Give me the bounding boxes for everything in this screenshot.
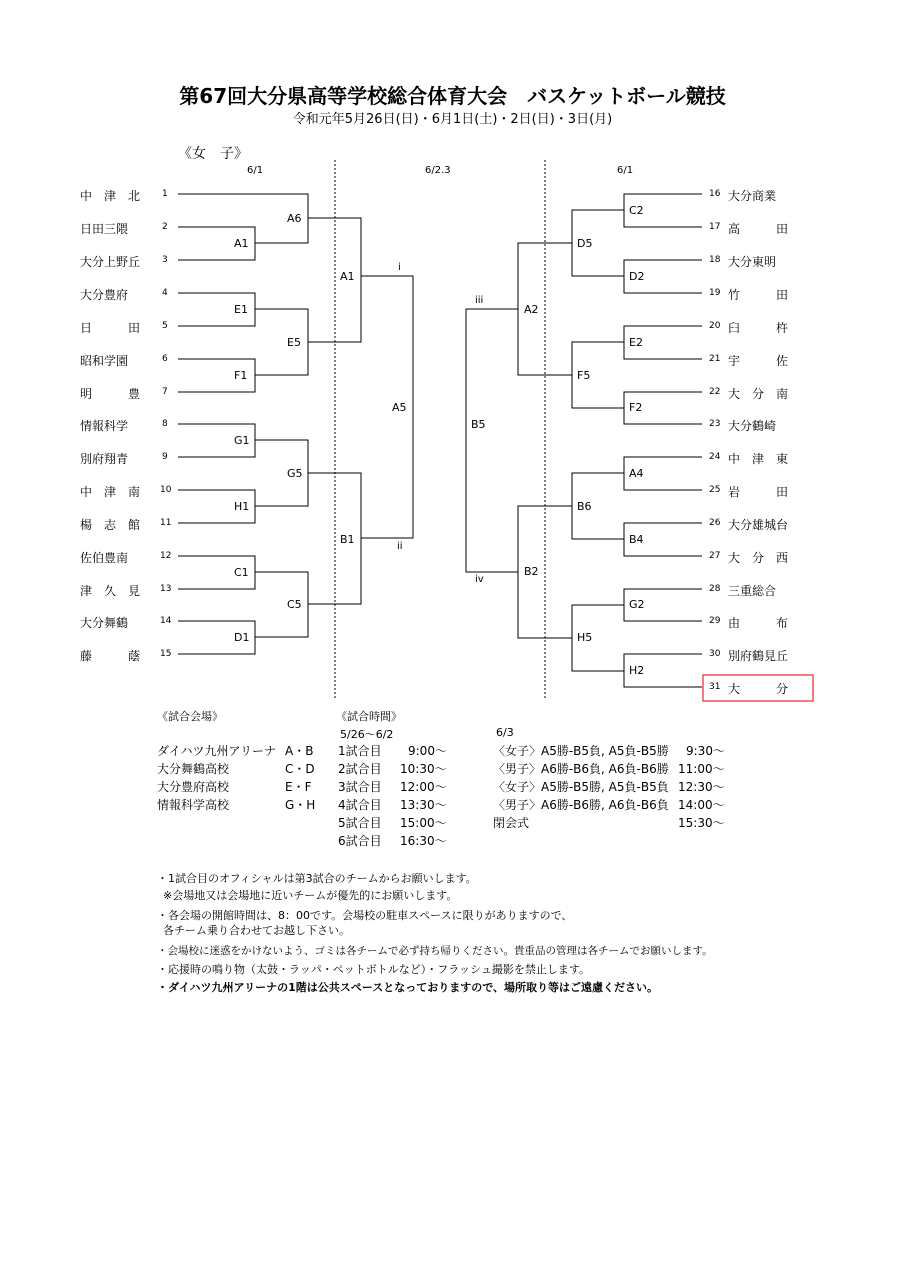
team-number: 20 — [709, 321, 721, 331]
team-name: 日田三隈 — [80, 222, 129, 236]
match-node: A6 — [287, 212, 302, 225]
team-number: 21 — [709, 354, 721, 364]
team-number: 11 — [160, 518, 172, 528]
team-number: 25 — [709, 485, 721, 495]
match-node: B6 — [577, 500, 592, 513]
day3-match: 〈男子〉A6勝-B6勝, A6負-B6負 — [493, 798, 669, 812]
round-label: i — [398, 262, 401, 273]
team-number: 15 — [160, 649, 172, 659]
team-name: 大分鶴崎 — [728, 419, 777, 433]
note: ・1試合目のオフィシャルは第3試合のチームからお願いします。 — [157, 872, 477, 885]
team-number: 19 — [709, 288, 721, 298]
time-label: 2試合目 — [338, 762, 382, 776]
match-node: H1 — [234, 500, 250, 513]
time-value: 12:00～ — [400, 780, 447, 794]
team-name: 三重総合 — [728, 584, 777, 598]
team-number: 16 — [709, 189, 721, 199]
day3-time: 11:00～ — [678, 762, 725, 776]
time-label: 5試合目 — [338, 816, 382, 830]
venue-courts: A・B — [285, 744, 314, 758]
team-number: 2 — [162, 222, 168, 232]
team-name: 佐伯豊南 — [80, 551, 129, 565]
time-value: 16:30～ — [400, 834, 447, 848]
match-node: A1 — [340, 270, 355, 283]
bracket-lines — [178, 194, 702, 687]
day3-match: 〈女子〉A5勝-B5負, A5負-B5勝 — [493, 744, 669, 758]
match-node: H5 — [577, 631, 593, 644]
team-number: 12 — [160, 551, 172, 561]
team-number: 7 — [162, 387, 168, 397]
match-node: G1 — [234, 434, 250, 447]
match-node: E5 — [287, 336, 301, 349]
team-name: 別府翔青 — [80, 452, 129, 466]
match-node: B5 — [471, 418, 486, 431]
team-name: 情報科学 — [80, 419, 129, 433]
day3-time: 9:30～ — [686, 744, 725, 758]
time-value: 9:00～ — [408, 744, 447, 758]
team-number: 28 — [709, 584, 721, 594]
match-node: A2 — [524, 303, 539, 316]
page-subtitle: 令和元年5月26日(日)・6月1日(土)・2日(日)・3日(月) — [292, 112, 613, 127]
match-node: E2 — [629, 336, 643, 349]
note: ・応援時の鳴り物（太鼓・ラッパ・ペットボトルなど）・フラッシュ撮影を禁止します。 — [157, 963, 590, 976]
team-number: 6 — [162, 354, 168, 364]
match-node: F1 — [234, 369, 248, 382]
team-number: 18 — [709, 255, 721, 265]
page-title: 第67回大分県高等学校総合体育大会 バスケットボール競技 — [179, 84, 726, 108]
team-name: 臼 杵 — [728, 321, 789, 335]
team-name: 高 田 — [728, 222, 789, 236]
team-number: 29 — [709, 616, 721, 626]
team-name: 大分上野丘 — [80, 255, 141, 269]
match-node: D2 — [629, 270, 645, 283]
venue-courts: G・H — [285, 798, 316, 812]
team-name: 大分商業 — [728, 189, 777, 203]
round-label: ii — [397, 541, 403, 552]
team-number: 27 — [709, 551, 721, 561]
team-name: 明 豊 — [80, 387, 141, 401]
time-value: 10:30～ — [400, 762, 447, 776]
venue-name: ダイハツ九州アリーナ — [157, 744, 277, 758]
match-node: B4 — [629, 533, 644, 546]
day3-match: 〈女子〉A5勝-B5勝, A5負-B5負 — [493, 780, 669, 794]
time-value: 13:30～ — [400, 798, 447, 812]
team-number: 4 — [162, 288, 168, 298]
team-name: 大 分 西 — [728, 551, 789, 565]
match-node: H2 — [629, 664, 645, 677]
team-name: 津 久 見 — [80, 584, 141, 598]
match-node: A1 — [234, 237, 249, 250]
day3-date: 6/3 — [496, 726, 514, 739]
team-number: 31 — [709, 682, 721, 692]
date-left: 6/1 — [247, 165, 264, 176]
team-name: 大分東明 — [728, 255, 777, 269]
match-node: F2 — [629, 401, 643, 414]
venue-name: 情報科学高校 — [157, 798, 230, 812]
day3-time: 12:30～ — [678, 780, 725, 794]
note: ・会場校に迷惑をかけないよう、ゴミは各チームで必ず持ち帰りください。貴重品の管理は各チームでお願いします。 — [157, 945, 713, 957]
team-name: 楊 志 館 — [80, 518, 141, 532]
venue-name: 大分豊府高校 — [157, 780, 230, 794]
team-name: 由 布 — [728, 616, 789, 630]
match-node: G5 — [287, 467, 303, 480]
date-center: 6/2.3 — [425, 165, 451, 176]
match-node: A4 — [629, 467, 644, 480]
team-name: 大分舞鶴 — [80, 616, 129, 630]
team-number: 10 — [160, 485, 172, 495]
team-name: 中 津 北 — [80, 189, 141, 203]
venue-courts: C・D — [285, 762, 315, 776]
team-number: 5 — [162, 321, 168, 331]
match-node: C1 — [234, 566, 249, 579]
note: ※会場地又は会場地に近いチームが優先的にお願いします。 — [163, 889, 458, 902]
team-name: 大 分 — [728, 682, 789, 696]
time-value: 15:00～ — [400, 816, 447, 830]
team-number: 23 — [709, 419, 721, 429]
team-name: 中 津 南 — [80, 485, 141, 499]
team-name: 別府鶴見丘 — [728, 649, 789, 663]
venue-name: 大分舞鶴高校 — [157, 762, 230, 776]
match-node: A5 — [392, 401, 407, 414]
team-name: 中 津 東 — [728, 452, 789, 466]
team-name: 宇 佐 — [728, 354, 789, 368]
match-node: D1 — [234, 631, 250, 644]
team-number: 26 — [709, 518, 721, 528]
time-label: 3試合目 — [338, 780, 382, 794]
match-node: D5 — [577, 237, 593, 250]
day3-match: 〈男子〉A6勝-B6負, A6負-B6勝 — [493, 762, 669, 776]
team-number: 30 — [709, 649, 721, 659]
team-name: 大 分 南 — [728, 387, 789, 401]
team-number: 3 — [162, 255, 168, 265]
line-b5 — [466, 309, 518, 572]
round-label: iii — [475, 295, 484, 306]
match-node: B1 — [340, 533, 355, 546]
day3-time: 15:30～ — [678, 816, 725, 830]
date-right: 6/1 — [617, 165, 634, 176]
gender-label: 《女 子》 — [178, 146, 248, 162]
note: 各チーム乗り合わせてお越し下さい。 — [163, 924, 350, 937]
match-node: C5 — [287, 598, 302, 611]
team-name: 岩 田 — [728, 485, 789, 499]
match-node: B2 — [524, 565, 539, 578]
team-name: 大分雄城台 — [728, 518, 789, 532]
team-number: 8 — [162, 419, 168, 429]
match-node: G2 — [629, 598, 645, 611]
note: ・ダイハツ九州アリーナの1階は公共スペースとなっておりますので、場所取り等はご遠慮ください。 — [157, 981, 659, 994]
match-node: E1 — [234, 303, 248, 316]
day3-time: 14:00～ — [678, 798, 725, 812]
times-period: 5/26～6/2 — [340, 728, 394, 741]
time-label: 1試合目 — [338, 744, 382, 758]
team-name: 昭和学園 — [80, 354, 129, 368]
time-label: 4試合目 — [338, 798, 382, 812]
team-name: 大分豊府 — [80, 288, 129, 302]
round-label: iv — [475, 574, 484, 585]
match-node: C2 — [629, 204, 644, 217]
times-heading: 《試合時間》 — [336, 710, 402, 723]
team-number: 1 — [162, 189, 168, 199]
day3-match: 閉会式 — [493, 816, 530, 830]
team-name: 日 田 — [80, 321, 141, 335]
venue-courts: E・F — [285, 780, 312, 794]
note: ・各会場の開館時間は、8：00です。会場校の駐車スペースに限りがありますので、 — [157, 909, 573, 922]
team-number: 24 — [709, 452, 721, 462]
team-name: 竹 田 — [728, 288, 789, 302]
match-node: F5 — [577, 369, 591, 382]
time-label: 6試合目 — [338, 834, 382, 848]
team-number: 9 — [162, 452, 168, 462]
team-name: 藤 蔭 — [80, 649, 141, 663]
team-number: 13 — [160, 584, 172, 594]
team-number: 14 — [160, 616, 172, 626]
venues-heading: 《試合会場》 — [157, 710, 223, 723]
team-number: 17 — [709, 222, 721, 232]
team-number: 22 — [709, 387, 721, 397]
